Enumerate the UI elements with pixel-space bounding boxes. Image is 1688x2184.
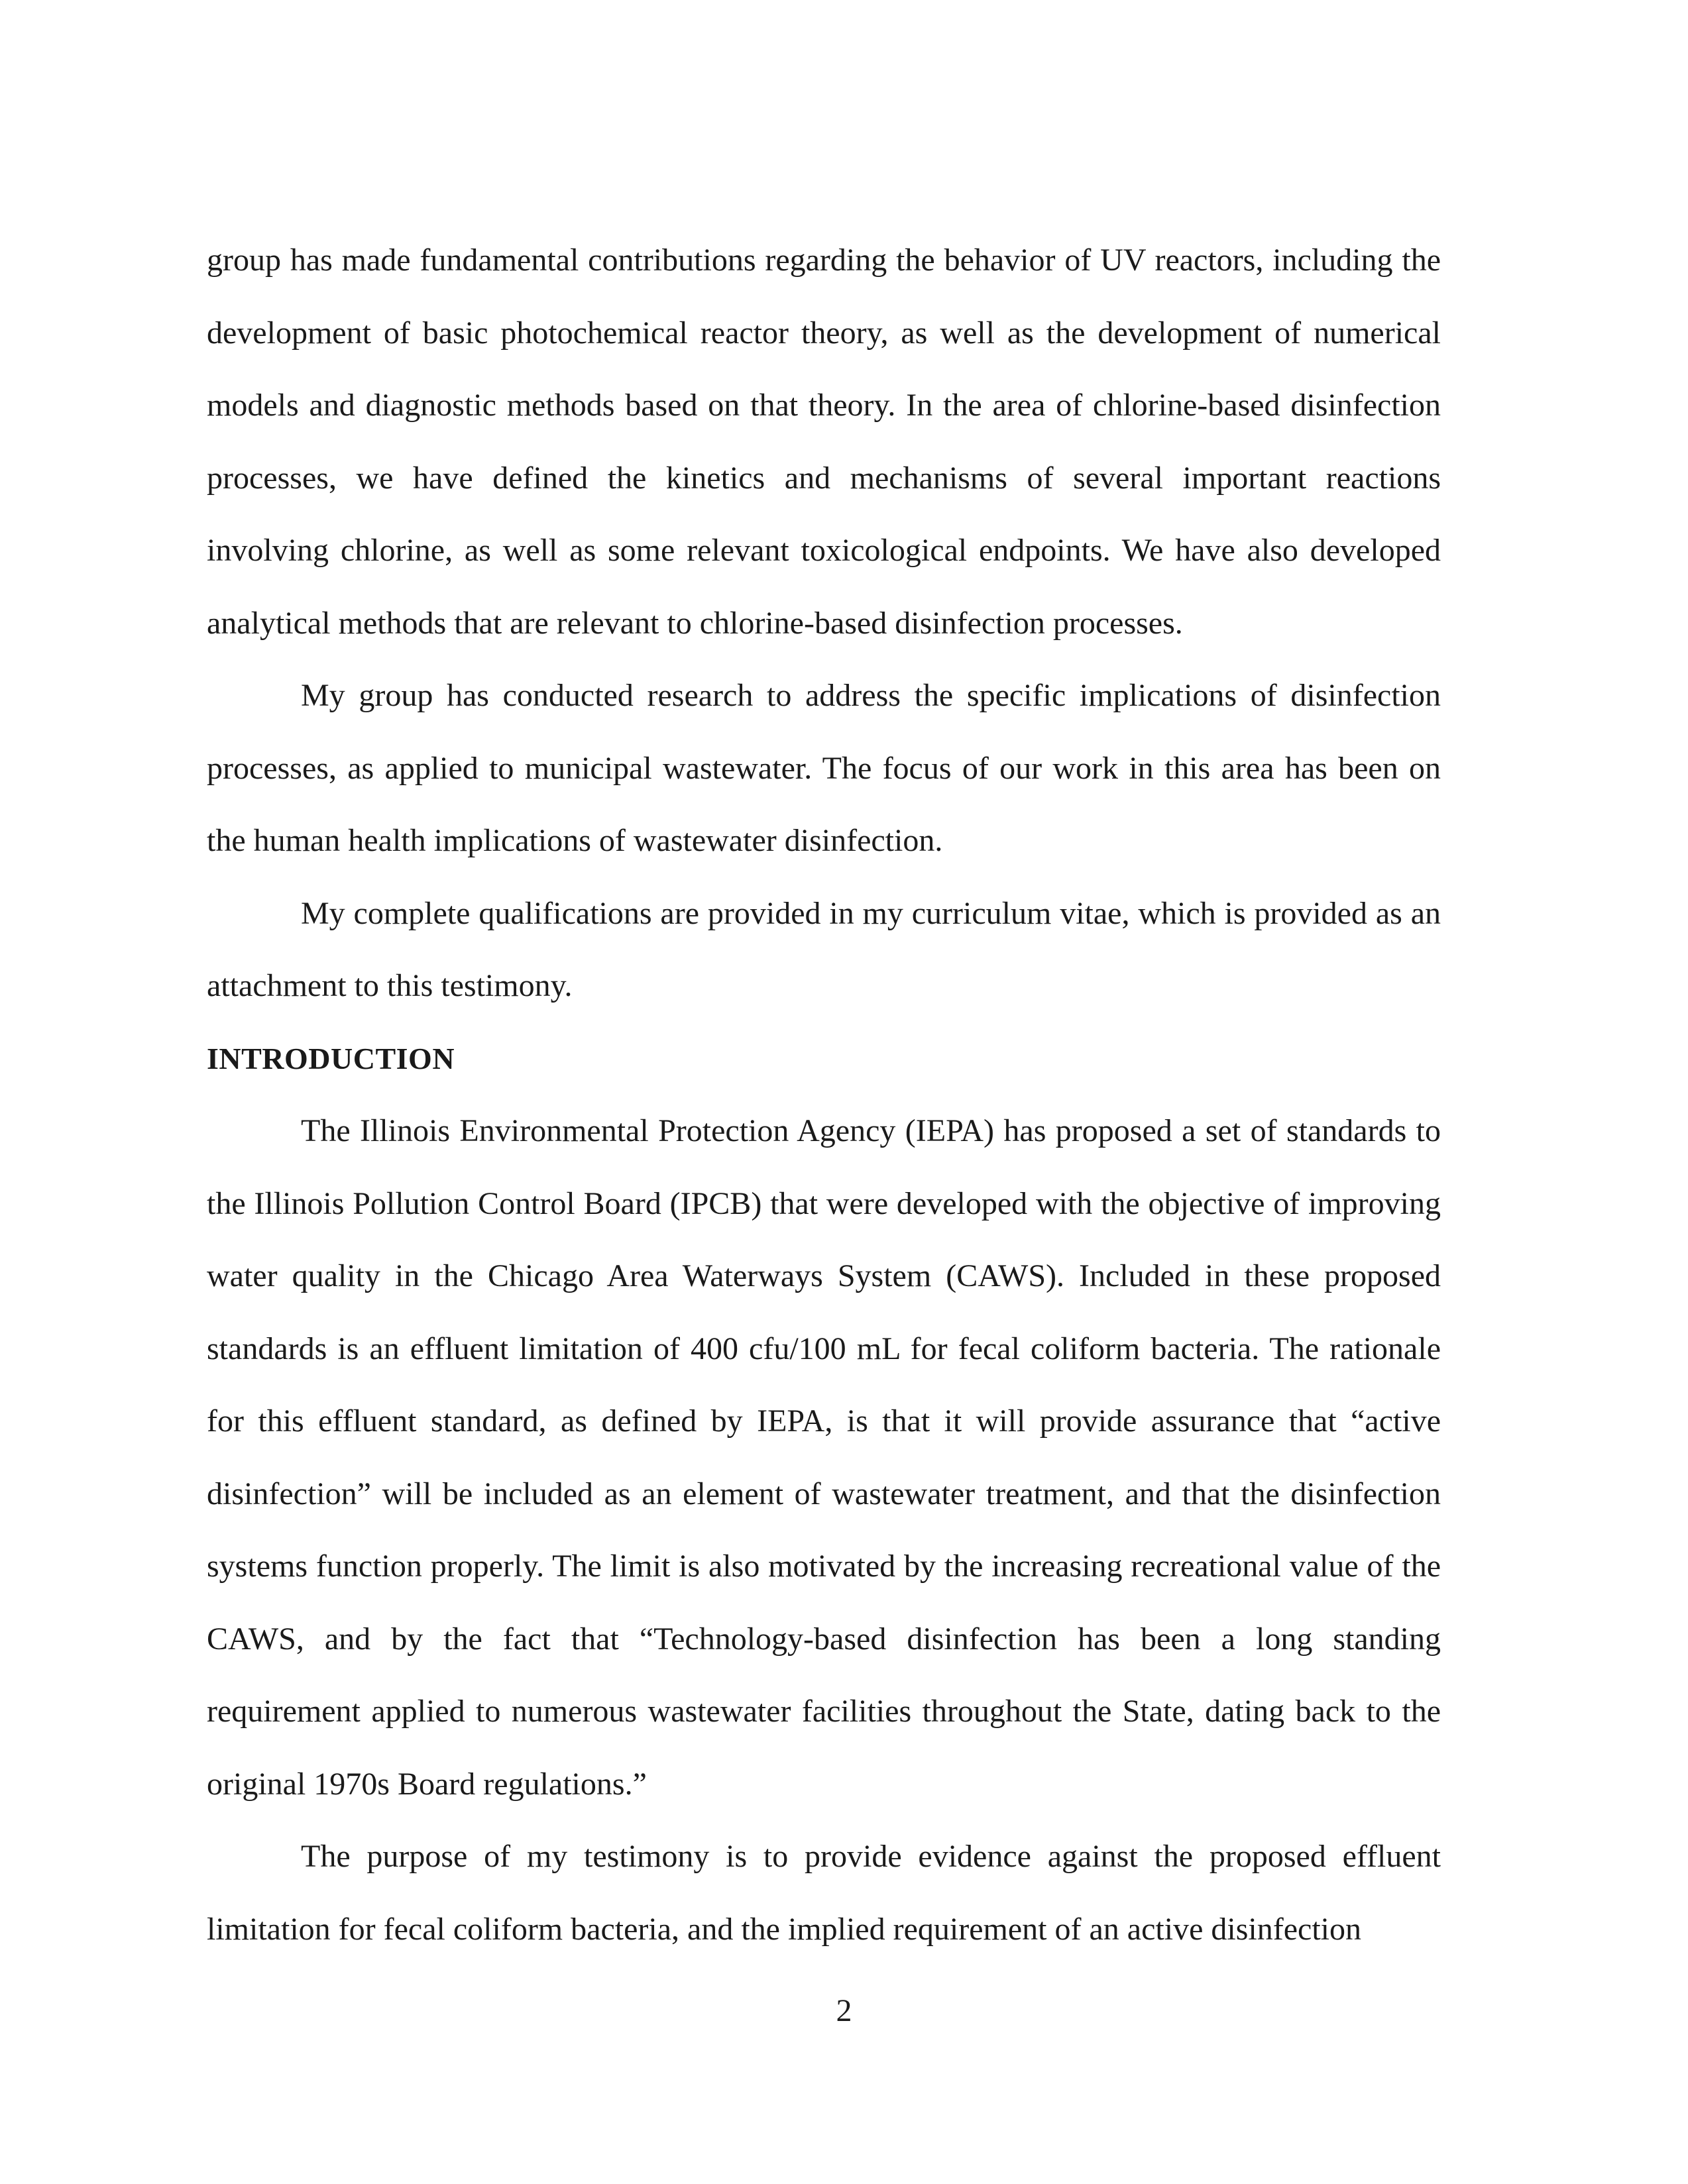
paragraph-iepa-standards: The Illinois Environmental Protection Agency (IEPA) has proposed a set of standards to the Illinois Pollution Control Board (IPCB) that were developed with the objective of improving water quality in the Chicago Area Waterways System (CAWS). Included in these proposed standards is an effluent limitation of 400 cfu/100 mL for fecal coliform bacteria. The rationale for this effluent standard, as defined by IEPA, is that it will provide assurance that “active disinfection” will be included as an element of wastewater treatment, and that the disinfection systems function properly. The limit is also motivated by the increasing recreational value of the CAWS, and by the fact that “Technology-based disinfection has been a long standing requirement applied to numerous wastewater facilities throughout the State, dating back to the original 1970s Board regulations.” [207, 1113, 1441, 1802]
page-number: 2 [836, 1993, 852, 2028]
paragraph-wastewater-research: My group has conducted research to address the specific implications of disinfection processes, as applied to municipal wastewater. The focus of our work in this area has been on the human health implications of wastewater disinfection. [207, 678, 1441, 858]
paragraph-research-contributions: group has made fundamental contributions regarding the behavior of UV reactors, including the development of basic photochemical reactor theory, as well as the development of numerical models and diagnostic methods based on that theory. In the area of chlorine-based disinfection processes, we have defined the kinetics and mechanisms of several important reactions involving chlorine, as well as some relevant toxicological endpoints. We have also developed analytical methods that are relevant to chlorine-based disinfection processes. [207, 243, 1441, 641]
paragraph-testimony-purpose: The purpose of my testimony is to provide evidence against the proposed effluent limitation for fecal coliform bacteria, and the implied requirement of an active disinfection [207, 1839, 1441, 1947]
body-text [207, 224, 1441, 1965]
paragraph-qualifications: My complete qualifications are provided in my curriculum vitae, which is provided as an attachment to this testimony. [207, 895, 1441, 1003]
section-heading-introduction: INTRODUCTION [207, 1041, 455, 1075]
